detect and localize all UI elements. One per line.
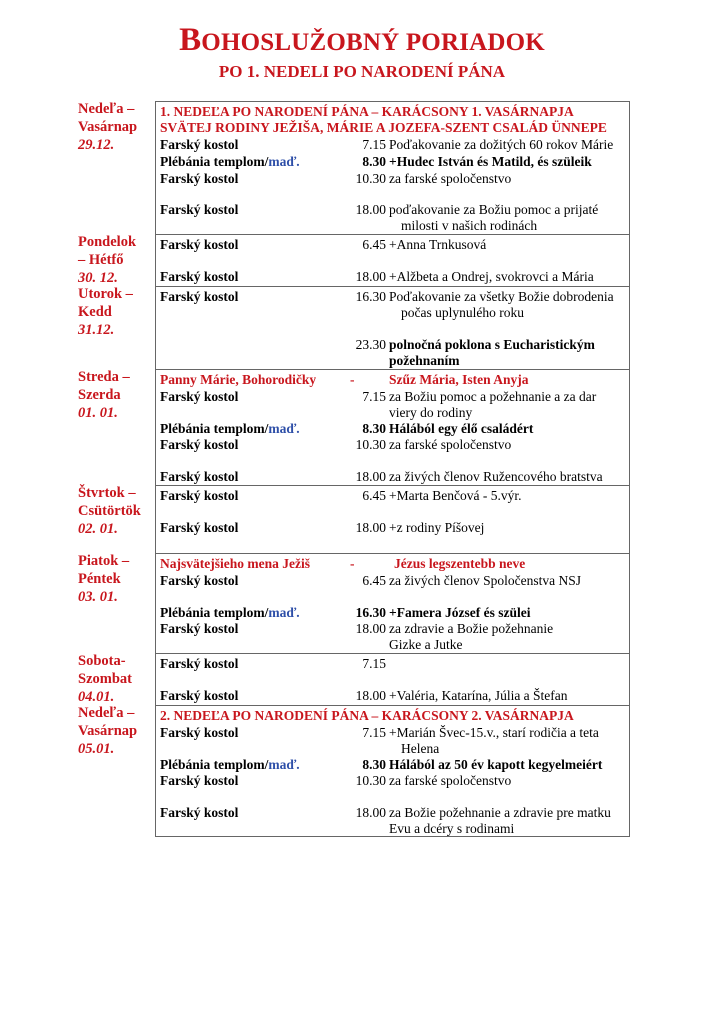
mass-row <box>156 336 629 353</box>
mass-intention: +Alžbeta a Ondrej, svokrovci a Mária <box>389 269 594 284</box>
day-wednesday <box>78 368 156 422</box>
mass-intention: Hálából egy élő családért <box>389 421 534 436</box>
church-name: Plébánia templom/maď. <box>160 757 300 772</box>
mass-row <box>156 519 629 536</box>
day-tuesday <box>78 285 156 339</box>
feast-dash: - <box>350 372 355 387</box>
church-name: Farský kostol <box>160 469 239 484</box>
day-sunday-1 <box>78 100 156 154</box>
mass-time: 7.15 <box>362 725 386 740</box>
schedule-block-thursday <box>156 486 629 554</box>
mass-time: 18.00 <box>355 621 386 636</box>
mass-time: 8.30 <box>362 154 386 169</box>
feast-subtitle: SVÄTEJ RODINY JEŽIŠA, MÁRIE A JOZEFA-SZENT CSALÁD ÜNNEPE <box>160 120 607 135</box>
day-monday <box>78 233 156 287</box>
mass-time: 6.45 <box>362 237 386 252</box>
church-name: Plébánia templom/maď. <box>160 421 300 436</box>
day-date: 04.01. <box>78 689 115 705</box>
mass-row <box>156 468 629 485</box>
day-name-hu: Szerda <box>78 387 121 403</box>
mass-time: 7.15 <box>362 389 386 404</box>
day-friday <box>78 552 156 606</box>
hungarian-mark: maď. <box>268 605 300 620</box>
mass-row <box>156 420 629 437</box>
mass-intention: Hálából az 50 év kapott kegyelmeiért <box>389 757 603 772</box>
schedule-block-sunday-1 <box>156 102 629 235</box>
mass-row <box>156 136 629 153</box>
church-name: Farský kostol <box>160 621 239 636</box>
church-name: Plébánia templom/maď. <box>160 605 300 620</box>
mass-row <box>156 724 629 741</box>
mass-intention: za živých členov Ružencového bratstva <box>389 469 603 484</box>
day-name: Sobota- <box>78 653 126 669</box>
mass-row-cont <box>156 404 629 421</box>
mass-intention: +Anna Trnkusová <box>389 237 487 252</box>
schedule-block-saturday <box>156 654 629 706</box>
church-name: Farský kostol <box>160 202 239 217</box>
mass-intention: za farské spoločenstvo <box>389 773 512 788</box>
day-name: Nedeľa – <box>78 705 135 721</box>
mass-row-cont <box>156 304 629 321</box>
mass-row-cont <box>156 820 629 837</box>
mass-intention: Poďakovanie za dožitých 60 rokov Márie <box>389 137 614 152</box>
day-thursday <box>78 484 156 538</box>
mass-intention: +z rodiny Píšovej <box>389 520 485 535</box>
mass-intention-cont: Evu a dcéry s rodinami <box>389 821 515 836</box>
feast-title: 2. NEDEĽA PO NARODENÍ PÁNA – KARÁCSONY 2. VASÁRNAPJA <box>160 708 574 723</box>
mass-intention-cont: požehnaním <box>389 353 460 368</box>
schedule-block-wednesday <box>156 370 629 486</box>
feast-left: Panny Márie, Bohorodičky <box>160 372 317 387</box>
day-name: Utorok – <box>78 286 133 302</box>
mass-intention: Poďakovanie za všetky Božie dobrodenia <box>389 289 614 304</box>
mass-time: 18.00 <box>355 805 386 820</box>
church-name: Farský kostol <box>160 725 239 740</box>
mass-time: 16.30 <box>355 605 386 620</box>
feast-dash: - <box>350 556 355 571</box>
day-date: 30. 12. <box>78 270 118 286</box>
mass-row <box>156 620 629 637</box>
mass-time: 7.15 <box>362 656 386 671</box>
feast-left: Najsvätejšieho mena Ježiš <box>160 556 310 571</box>
church-name: Farský kostol <box>160 688 239 703</box>
mass-time: 8.30 <box>362 757 386 772</box>
church-name: Farský kostol <box>160 656 239 671</box>
hungarian-mark: maď. <box>268 757 300 772</box>
day-name-hu: – Hétfő <box>78 252 124 268</box>
day-sunday-2 <box>78 704 156 758</box>
day-name: Streda – <box>78 369 130 385</box>
mass-time: 16.30 <box>355 289 386 304</box>
mass-row <box>156 236 629 253</box>
mass-row <box>156 388 629 405</box>
title-initial: B <box>179 22 202 58</box>
church-name: Farský kostol <box>160 520 239 535</box>
mass-intention: za živých členov Spoločenstva NSJ <box>389 573 581 588</box>
church-name: Farský kostol <box>160 773 239 788</box>
day-date: 29.12. <box>78 137 115 153</box>
church-name: Farský kostol <box>160 171 239 186</box>
schedule-block-monday <box>156 235 629 287</box>
mass-intention: +Hudec István és Matild, és szüleik <box>389 154 592 169</box>
day-date: 31.12. <box>78 322 115 338</box>
mass-time: 7.15 <box>362 137 386 152</box>
day-name-hu: Péntek <box>78 571 121 587</box>
mass-row <box>156 288 629 305</box>
church-name: Farský kostol <box>160 389 239 404</box>
church-name: Farský kostol <box>160 573 239 588</box>
mass-intention: za zdravie a Božie požehnanie <box>389 621 554 636</box>
schedule-block-tuesday <box>156 287 629 370</box>
mass-intention: +Famera József és szülei <box>389 605 531 620</box>
mass-time: 18.00 <box>355 269 386 284</box>
mass-row-cont <box>156 217 629 234</box>
day-name-hu: Kedd <box>78 304 112 320</box>
church-name: Farský kostol <box>160 437 239 452</box>
mass-row <box>156 436 629 453</box>
mass-row <box>156 572 629 589</box>
mass-row <box>156 153 629 170</box>
mass-row-cont <box>156 740 629 757</box>
mass-intention: poďakovanie za Božiu pomoc a prijaté <box>389 202 599 217</box>
church-name: Farský kostol <box>160 488 239 503</box>
mass-row <box>156 756 629 773</box>
church-name: Farský kostol <box>160 269 239 284</box>
church-name: Farský kostol <box>160 289 239 304</box>
mass-intention: za Božiu pomoc a požehnanie a za dar <box>389 389 597 404</box>
day-name-hu: Vasárnap <box>78 723 138 739</box>
hungarian-mark: maď. <box>268 421 300 436</box>
mass-intention: +Marta Benčová - 5.výr. <box>389 488 522 503</box>
day-name-hu: Vasárnap <box>78 119 138 135</box>
day-date: 03. 01. <box>78 589 118 605</box>
day-name: Štvrtok – <box>78 485 136 501</box>
mass-time: 10.30 <box>355 437 386 452</box>
mass-time: 18.00 <box>355 202 386 217</box>
schedule-block-friday <box>156 554 629 654</box>
page-title <box>0 22 724 59</box>
feast-right: Szűz Mária, Isten Anyja <box>389 372 529 387</box>
day-name: Piatok – <box>78 553 130 569</box>
church-name: Plébánia templom/maď. <box>160 154 300 169</box>
day-name: Nedeľa – <box>78 101 135 117</box>
page-subtitle: PO 1. NEDELI PO NARODENÍ PÁNA <box>218 62 506 81</box>
mass-time: 18.00 <box>355 688 386 703</box>
mass-time: 18.00 <box>355 520 386 535</box>
mass-row <box>156 804 629 821</box>
mass-intention: za farské spoločenstvo <box>389 171 512 186</box>
day-name-hu: Csütörtök <box>78 503 141 519</box>
mass-row <box>156 604 629 621</box>
mass-time: 8.30 <box>362 421 386 436</box>
day-name-hu: Szombat <box>78 671 132 687</box>
mass-intention-cont: Helena <box>401 741 440 756</box>
day-date: 01. 01. <box>78 405 118 421</box>
mass-row-cont <box>156 352 629 369</box>
mass-time: 6.45 <box>362 488 386 503</box>
church-name: Farský kostol <box>160 137 239 152</box>
schedule-table <box>155 101 630 837</box>
mass-row <box>156 201 629 218</box>
church-name: Farský kostol <box>160 237 239 252</box>
mass-row <box>156 268 629 285</box>
mass-intention: polnočná poklona s Eucharistickým <box>389 337 595 352</box>
mass-intention-cont: počas uplynulého roku <box>401 305 524 320</box>
mass-time: 18.00 <box>355 469 386 484</box>
mass-row <box>156 655 629 672</box>
mass-row <box>156 772 629 789</box>
mass-row-cont <box>156 636 629 653</box>
mass-intention: za Božie požehnanie a zdravie pre matku <box>389 805 611 820</box>
mass-row <box>156 170 629 187</box>
day-date: 05.01. <box>78 741 115 757</box>
mass-intention: za farské spoločenstvo <box>389 437 512 452</box>
schedule-block-sunday-2 <box>156 706 629 836</box>
feast-title: 1. NEDEĽA PO NARODENÍ PÁNA – KARÁCSONY 1. VASÁRNAPJA <box>160 104 574 119</box>
mass-time: 10.30 <box>355 171 386 186</box>
mass-intention-cont: Gizke a Jutke <box>389 637 463 652</box>
mass-intention-cont: viery do rodiny <box>389 405 473 420</box>
mass-time: 23.30 <box>355 337 386 352</box>
feast-right: Jézus legszentebb neve <box>394 556 526 571</box>
church-name: Farský kostol <box>160 805 239 820</box>
day-saturday <box>78 652 156 706</box>
mass-row <box>156 487 629 504</box>
title-rest: OHOSLUŽOBNÝ PORIADOK <box>201 29 545 56</box>
mass-time: 6.45 <box>362 573 386 588</box>
day-date: 02. 01. <box>78 521 118 537</box>
mass-intention-cont: milosti v našich rodinách <box>401 218 538 233</box>
mass-intention: +Marián Švec-15.v., starí rodičia a teta <box>389 725 599 740</box>
mass-row <box>156 687 629 704</box>
mass-time: 10.30 <box>355 773 386 788</box>
day-name: Pondelok <box>78 234 137 250</box>
mass-intention: +Valéria, Katarína, Júlia a Štefan <box>389 688 568 703</box>
hungarian-mark: maď. <box>268 154 300 169</box>
